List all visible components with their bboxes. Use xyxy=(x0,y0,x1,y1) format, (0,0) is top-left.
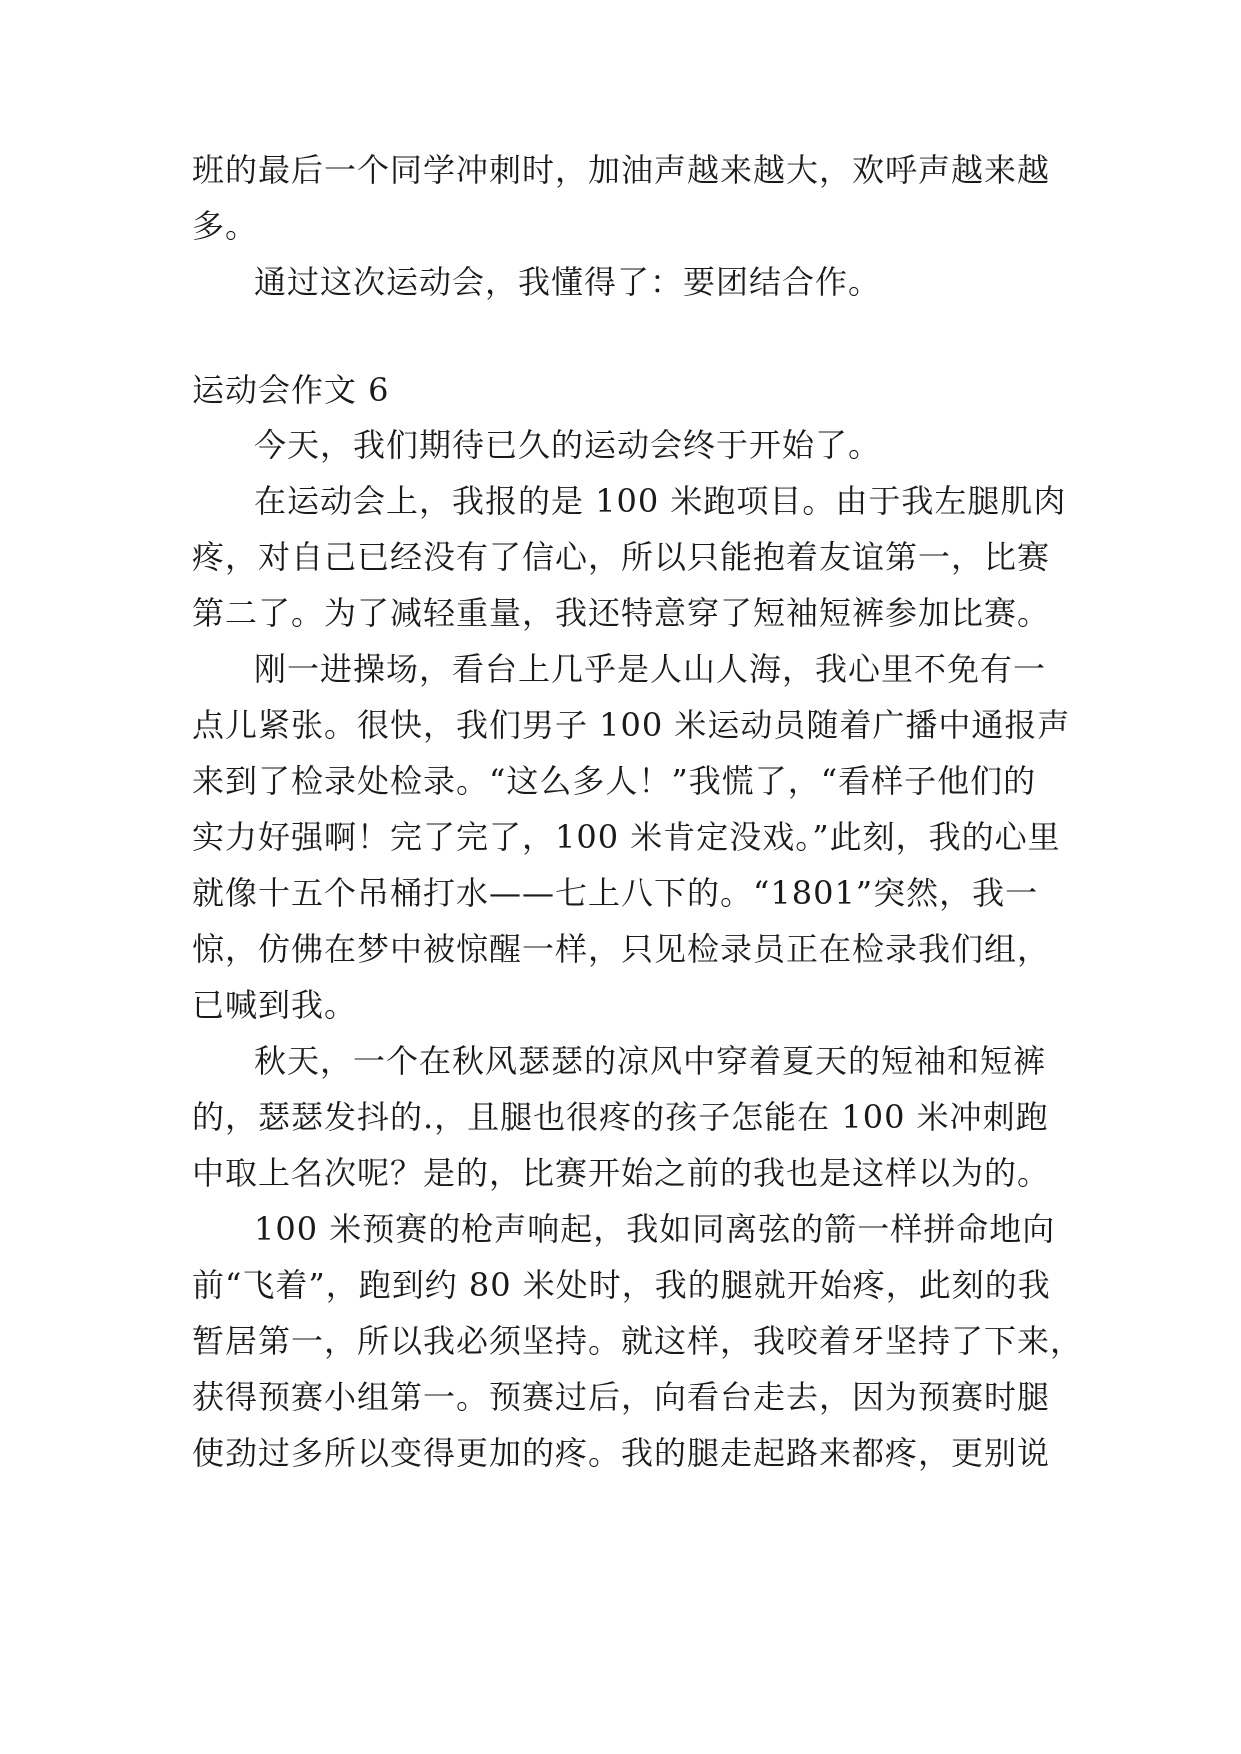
paragraph-line: 已喊到我。 xyxy=(192,986,358,1024)
paragraph-line: 100 米预赛的枪声响起，我如同离弦的箭一样拼命地向 xyxy=(254,1210,1056,1248)
paragraph-line: 在运动会上，我报的是 100 米跑项目。由于我左腿肌肉 xyxy=(254,482,1067,520)
paragraph-line: 第二了。为了减轻重量，我还特意穿了短袖短裤参加比赛。 xyxy=(192,594,1051,632)
paragraph-line: 使劲过多所以变得更加的疼。我的腿走起路来都疼，更别说 xyxy=(192,1434,1051,1472)
paragraph-line: 秋天，一个在秋风瑟瑟的凉风中穿着夏天的短袖和短裤 xyxy=(254,1042,1047,1080)
paragraph-line: 多。 xyxy=(192,207,259,245)
paragraph-line: 今天，我们期待已久的运动会终于开始了。 xyxy=(254,426,882,464)
paragraph-line: 疼，对自己已经没有了信心，所以只能抱着友谊第一，比赛 xyxy=(192,538,1051,576)
paragraph-line: 前“飞着”，跑到约 80 米处时，我的腿就开始疼，此刻的我 xyxy=(192,1266,1051,1304)
paragraph-line: 惊，仿佛在梦中被惊醒一样，只见检录员正在检录我们组， xyxy=(192,930,1051,968)
paragraph-line: 的，瑟瑟发抖的.，且腿也很疼的孩子怎能在 100 米冲刺跑 xyxy=(192,1098,1049,1136)
paragraph-line: 通过这次运动会，我懂得了：要团结合作。 xyxy=(254,263,882,301)
paragraph-line: 中取上名次呢？是的，比赛开始之前的我也是这样以为的。 xyxy=(192,1154,1051,1192)
paragraph-line: 暂居第一，所以我必须坚持。就这样，我咬着牙坚持了下来， xyxy=(192,1322,1084,1360)
section-heading: 运动会作文 6 xyxy=(192,371,390,409)
paragraph-line: 就像十五个吊桶打水——七上八下的。“1801”突然，我一 xyxy=(192,874,1039,912)
paragraph-line: 实力好强啊！完了完了，100 米肯定没戏。”此刻，我的心里 xyxy=(192,818,1061,856)
paragraph-line: 来到了检录处检录。“这么多人！”我慌了，“看样子他们的 xyxy=(192,762,1037,800)
paragraph-line: 刚一进操场，看台上几乎是人山人海，我心里不免有一 xyxy=(254,650,1047,688)
paragraph-line: 点儿紧张。很快，我们男子 100 米运动员随着广播中通报声 xyxy=(192,706,1071,744)
paragraph-line: 班的最后一个同学冲刺时，加油声越来越大，欢呼声越来越 xyxy=(192,151,1051,189)
paragraph-line: 获得预赛小组第一。预赛过后，向看台走去，因为预赛时腿 xyxy=(192,1378,1051,1416)
